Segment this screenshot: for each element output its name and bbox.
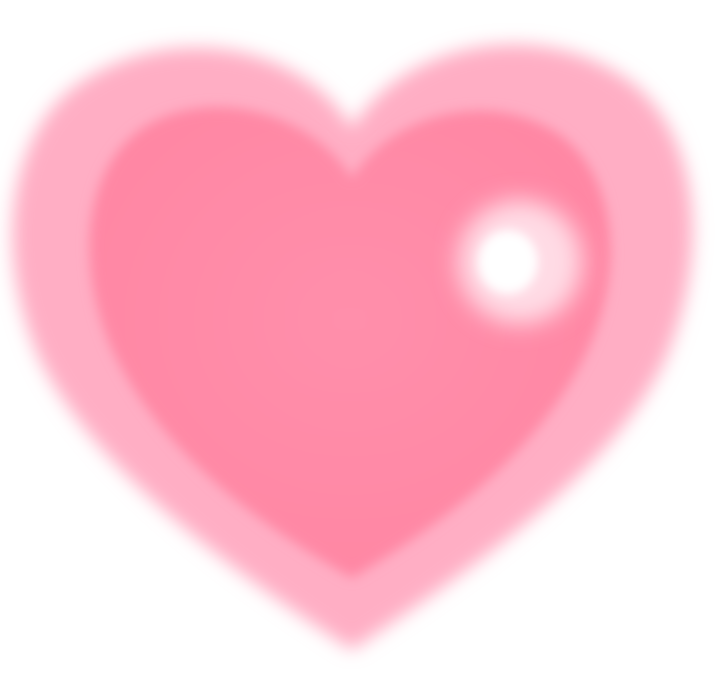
highlight-core [478,230,538,294]
